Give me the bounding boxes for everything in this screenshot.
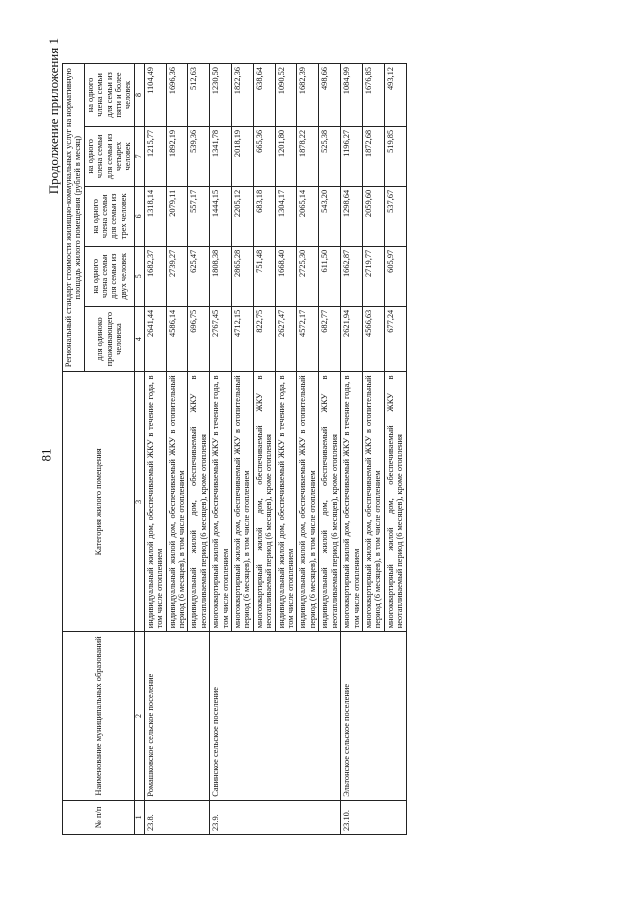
standard-value: 519,85 — [384, 126, 406, 186]
standard-value: 4586,14 — [166, 306, 188, 372]
standard-value: 1104,49 — [144, 64, 166, 127]
column-number: 4 — [134, 306, 144, 372]
header-sub: для одиноко проживающего человека — [84, 306, 134, 372]
municipality-name: Эльтонское сельское поселение — [341, 632, 406, 800]
standard-value: 1215,77 — [144, 126, 166, 186]
row-number: 23.10. — [341, 800, 406, 834]
standard-value: 4566,63 — [362, 306, 384, 372]
standard-value: 696,75 — [188, 306, 210, 372]
standard-value: 1304,17 — [275, 186, 297, 246]
page-caption: Продолжение приложения 1 — [46, 38, 61, 195]
standard-value: 1668,40 — [275, 246, 297, 306]
standard-value: 625,47 — [188, 246, 210, 306]
standard-value: 682,77 — [319, 306, 341, 372]
standard-value: 537,67 — [384, 186, 406, 246]
column-numbers-row — [134, 64, 144, 835]
housing-category: индивидуальный жилой дом, обеспечиваемый ЖКУ в отопительный период (6 месяцев), в том числе отоплением — [166, 372, 188, 632]
standard-value: 677,24 — [384, 306, 406, 372]
housing-category: многоквартирный жилой дом, обеспечиваемый ЖКУ в отопительный период (6 месяцев), в том числе отоплением — [362, 372, 384, 632]
municipality-name: Ромашковское сельское поселение — [144, 632, 209, 800]
standard-value: 1822,36 — [232, 64, 254, 127]
standard-value: 605,97 — [384, 246, 406, 306]
standard-value: 1682,37 — [144, 246, 166, 306]
header-no: № п/п — [63, 800, 135, 834]
standard-value: 1662,87 — [341, 246, 363, 306]
standard-value: 543,20 — [319, 186, 341, 246]
header-sub: на одного члена семьи для семьи из трех человек — [84, 186, 134, 246]
table-row — [210, 64, 232, 835]
standard-value: 4712,15 — [232, 306, 254, 372]
standard-value: 1682,39 — [297, 64, 319, 127]
standard-value: 1878,22 — [297, 126, 319, 186]
standard-value: 2205,12 — [232, 186, 254, 246]
standard-value: 1341,78 — [210, 126, 232, 186]
header-standard: Региональный стандарт стоимости жилищно-коммунальных услуг на нормативную площадь жилого помещения (рублей в месяц) — [63, 64, 85, 372]
page-number: 81 — [38, 448, 54, 462]
standard-value: 2725,30 — [297, 246, 319, 306]
standard-value: 611,50 — [319, 246, 341, 306]
standard-value: 4572,17 — [297, 306, 319, 372]
standard-value: 1201,80 — [275, 126, 297, 186]
standard-value: 665,36 — [253, 126, 275, 186]
standard-value: 539,36 — [188, 126, 210, 186]
standard-value: 1444,15 — [210, 186, 232, 246]
standard-value: 1808,38 — [210, 246, 232, 306]
standard-value: 557,17 — [188, 186, 210, 246]
standard-value: 1090,52 — [275, 64, 297, 127]
housing-category: индивидуальный жилой дом, обеспечиваемый ЖКУ в неотапливаемый период (6 месяцев), кроме отопления — [188, 372, 210, 632]
standard-value: 2018,19 — [232, 126, 254, 186]
housing-category: индивидуальный жилой дом, обеспечиваемый ЖКУ в течение года, в том числе отоплением — [144, 372, 166, 632]
standard-value: 1196,27 — [341, 126, 363, 186]
standard-value: 1872,68 — [362, 126, 384, 186]
municipality-name: Савинское сельское поселение — [210, 632, 341, 800]
header-sub: на одного члена семьи для семьи из пяти и более человек — [84, 64, 134, 127]
housing-category: индивидуальный жилой дом, обеспечиваемый ЖКУ в отопительный период (6 месяцев), в том числе отоплением — [297, 372, 319, 632]
table-body — [144, 64, 406, 835]
header-category: Категория жилого помещения — [63, 372, 135, 632]
standard-value: 2059,60 — [362, 186, 384, 246]
column-number: 8 — [134, 64, 144, 127]
standard-value: 638,64 — [253, 64, 275, 127]
standard-value: 512,63 — [188, 64, 210, 127]
standard-value: 2627,47 — [275, 306, 297, 372]
housing-category: многоквартирный жилой дом, обеспечиваемый ЖКУ в течение года, в том числе отоплением — [210, 372, 232, 632]
header-sub: на одного члена семьи для семьи из четырех человек — [84, 126, 134, 186]
standard-value: 1696,36 — [166, 64, 188, 127]
header-name: Наименование муниципальных образований — [63, 632, 135, 800]
standard-value: 2739,27 — [166, 246, 188, 306]
standard-value: 751,48 — [253, 246, 275, 306]
housing-category: многоквартирный жилой дом, обеспечиваемый ЖКУ в отопительный период (6 месяцев), в том числе отоплением — [232, 372, 254, 632]
standard-value: 1084,99 — [341, 64, 363, 127]
column-number: 1 — [134, 800, 144, 834]
standard-value: 525,38 — [319, 126, 341, 186]
housing-category: индивидуальный жилой дом, обеспечиваемый ЖКУ в течение года, в том числе отоплением — [275, 372, 297, 632]
column-number: 3 — [134, 372, 144, 632]
standard-value: 2641,44 — [144, 306, 166, 372]
standard-value: 2065,14 — [297, 186, 319, 246]
housing-category: многоквартирный жилой дом, обеспечиваемый ЖКУ в неотапливаемый период (6 месяцев), кроме отопления — [384, 372, 406, 632]
standard-value: 1676,85 — [362, 64, 384, 127]
header-sub: на одного члена семьи для семьи из двух человек — [84, 246, 134, 306]
standard-value: 2719,77 — [362, 246, 384, 306]
housing-category: многоквартирный жилой дом, обеспечиваемый ЖКУ в неотапливаемый период (6 месяцев), кроме отопления — [253, 372, 275, 632]
column-number: 7 — [134, 126, 144, 186]
standards-table — [62, 63, 407, 835]
column-number: 6 — [134, 186, 144, 246]
standard-value: 2621,94 — [341, 306, 363, 372]
housing-category: многоквартирный жилой дом, обеспечиваемый ЖКУ в течение года, в том числе отоплением — [341, 372, 363, 632]
header-row — [63, 64, 85, 835]
table-row — [341, 64, 363, 835]
standard-value: 1230,50 — [210, 64, 232, 127]
column-number: 2 — [134, 632, 144, 800]
standard-value: 498,66 — [319, 64, 341, 127]
standard-value: 493,12 — [384, 64, 406, 127]
table-row — [144, 64, 166, 835]
standard-value: 2079,11 — [166, 186, 188, 246]
standard-value: 2865,28 — [232, 246, 254, 306]
column-number: 5 — [134, 246, 144, 306]
standard-value: 822,75 — [253, 306, 275, 372]
standard-value: 1298,64 — [341, 186, 363, 246]
standard-value: 1318,14 — [144, 186, 166, 246]
standard-value: 1892,19 — [166, 126, 188, 186]
row-number: 23.8. — [144, 800, 209, 834]
standard-value: 683,18 — [253, 186, 275, 246]
housing-category: индивидуальный жилой дом, обеспечиваемый ЖКУ в неотапливаемый период (6 месяцев), кроме отопления — [319, 372, 341, 632]
standard-value: 2767,45 — [210, 306, 232, 372]
row-number: 23.9. — [210, 800, 341, 834]
